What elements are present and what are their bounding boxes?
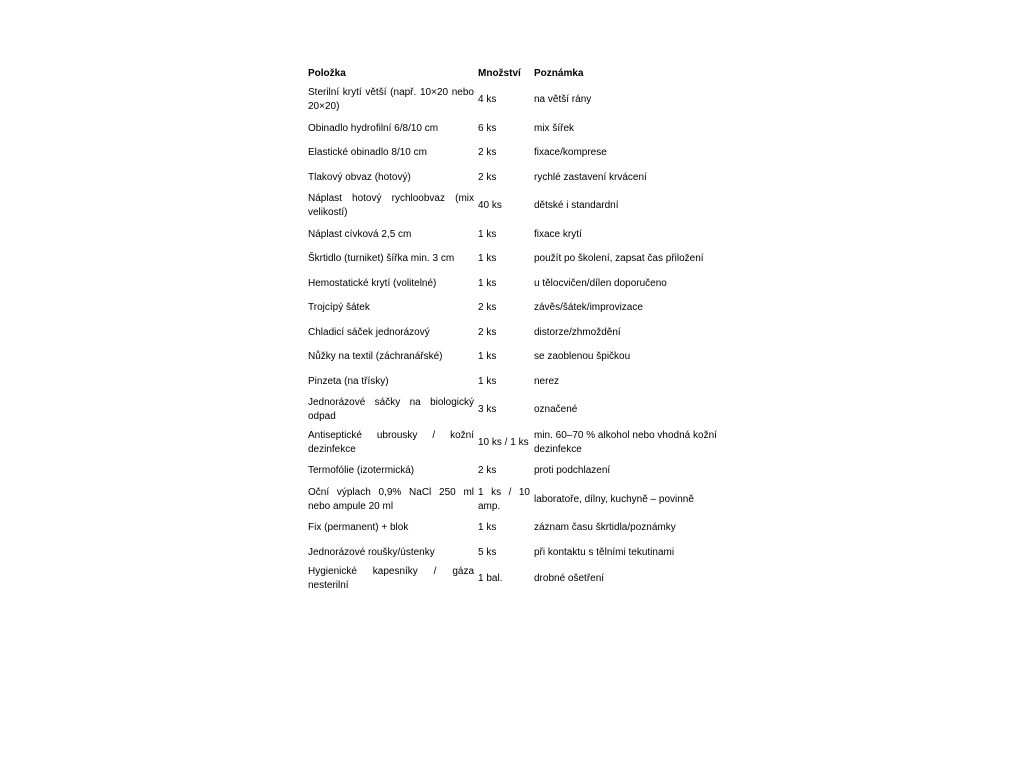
quantity-cell: 6 ks bbox=[478, 122, 497, 134]
table-row bbox=[304, 459, 724, 484]
quantity-cell: 10 ks / 1 ks bbox=[478, 436, 529, 448]
table-row bbox=[304, 321, 724, 346]
note-cell: závěs/šátek/improvizace bbox=[534, 302, 643, 314]
table-header-row bbox=[304, 64, 724, 84]
table-row bbox=[304, 141, 724, 166]
quantity-cell: 1 ks bbox=[478, 522, 497, 534]
table-row bbox=[304, 541, 724, 566]
item-cell: Trojcípý šátek bbox=[308, 302, 370, 314]
table-row bbox=[304, 427, 724, 460]
item-cell: Škrtidlo (turniket) šířka min. 3 cm bbox=[308, 253, 455, 265]
note-cell: fixace krytí bbox=[534, 228, 582, 240]
note-cell: označené bbox=[534, 404, 578, 416]
note-cell: na větší rány bbox=[534, 94, 592, 106]
table-row bbox=[304, 223, 724, 248]
quantity-cell: 1 ks / 10 amp. bbox=[478, 486, 530, 512]
table-row bbox=[304, 394, 724, 427]
quantity-cell: 1 ks bbox=[478, 228, 497, 240]
quantity-cell: 1 ks bbox=[478, 351, 497, 363]
note-cell: min. 60–70 % alkohol nebo vhodná kožní dezinfekce bbox=[534, 429, 717, 455]
note-cell: se zaoblenou špičkou bbox=[534, 351, 631, 363]
table-row bbox=[304, 117, 724, 142]
note-cell: fixace/komprese bbox=[534, 147, 607, 159]
quantity-cell: 5 ks bbox=[478, 546, 497, 558]
note-cell: nerez bbox=[534, 375, 560, 387]
note-cell: mix šířek bbox=[534, 122, 574, 134]
quantity-cell: 2 ks bbox=[478, 326, 497, 338]
note-cell: distorze/zhmoždění bbox=[534, 326, 621, 338]
item-cell: Náplast cívková 2,5 cm bbox=[308, 228, 412, 240]
header-quantity: Množství bbox=[478, 68, 521, 79]
quantity-cell: 2 ks bbox=[478, 302, 497, 314]
table-row bbox=[304, 516, 724, 541]
header-item: Položka bbox=[308, 68, 346, 79]
quantity-cell: 1 ks bbox=[478, 253, 497, 265]
quantity-cell: 2 ks bbox=[478, 147, 497, 159]
table-row bbox=[304, 272, 724, 297]
note-cell: rychlé zastavení krvácení bbox=[534, 171, 647, 183]
note-cell: proti podchlazení bbox=[534, 465, 611, 477]
first-aid-table bbox=[304, 64, 724, 593]
item-cell: Nůžky na textil (záchranářské) bbox=[308, 351, 443, 363]
note-cell: záznam času škrtidla/poznámky bbox=[534, 522, 676, 534]
item-cell: Termofólie (izotermická) bbox=[308, 465, 415, 477]
quantity-cell: 1 ks bbox=[478, 277, 497, 289]
item-cell: Jednorázové roušky/ústenky bbox=[308, 546, 435, 558]
quantity-cell: 2 ks bbox=[478, 465, 497, 477]
item-cell: Antiseptické ubrousky / kožní dezinfekce bbox=[308, 429, 474, 455]
quantity-cell: 2 ks bbox=[478, 171, 497, 183]
item-cell: Elastické obinadlo 8/10 cm bbox=[308, 147, 427, 159]
table-row bbox=[304, 370, 724, 395]
table-row bbox=[304, 484, 724, 517]
item-cell: Pinzeta (na třísky) bbox=[308, 375, 389, 387]
table-row bbox=[304, 166, 724, 191]
item-cell: Obinadlo hydrofilní 6/8/10 cm bbox=[308, 122, 439, 134]
quantity-cell: 40 ks bbox=[478, 200, 502, 212]
table-row bbox=[304, 84, 724, 117]
item-cell: Fix (permanent) + blok bbox=[308, 522, 409, 534]
item-cell: Sterilní krytí větší (např. 10×20 nebo 20×20) bbox=[308, 87, 474, 113]
item-cell: Náplast hotový rychloobvaz (mix velikostí) bbox=[308, 193, 474, 219]
table-row bbox=[304, 247, 724, 272]
quantity-cell: 4 ks bbox=[478, 94, 497, 106]
note-cell: laboratoře, dílny, kuchyně – povinně bbox=[534, 493, 694, 505]
note-cell: drobné ošetření bbox=[534, 573, 605, 584]
item-cell: Jednorázové sáčky na biologický odpad bbox=[308, 397, 474, 423]
item-cell: Oční výplach 0,9% NaCl 250 ml nebo ampule 20 ml bbox=[308, 486, 474, 512]
header-note: Poznámka bbox=[534, 68, 584, 79]
item-cell: Chladicí sáček jednorázový bbox=[308, 326, 430, 338]
quantity-cell: 1 ks bbox=[478, 375, 497, 387]
quantity-cell: 1 bal. bbox=[478, 573, 503, 584]
note-cell: dětské i standardní bbox=[534, 200, 619, 212]
table-row bbox=[304, 565, 724, 593]
table-row bbox=[304, 345, 724, 370]
table-row bbox=[304, 296, 724, 321]
table-row bbox=[304, 190, 724, 223]
note-cell: při kontaktu s tělními tekutinami bbox=[534, 546, 675, 558]
note-cell: použít po školení, zapsat čas přiložení bbox=[534, 253, 704, 265]
item-cell: Hygienické kapesníky / gáza nesterilní bbox=[308, 566, 474, 591]
note-cell: u tělocvičen/dílen doporučeno bbox=[534, 277, 667, 289]
item-cell: Tlakový obvaz (hotový) bbox=[308, 171, 411, 183]
item-cell: Hemostatické krytí (volitelné) bbox=[308, 277, 437, 289]
quantity-cell: 3 ks bbox=[478, 404, 497, 416]
